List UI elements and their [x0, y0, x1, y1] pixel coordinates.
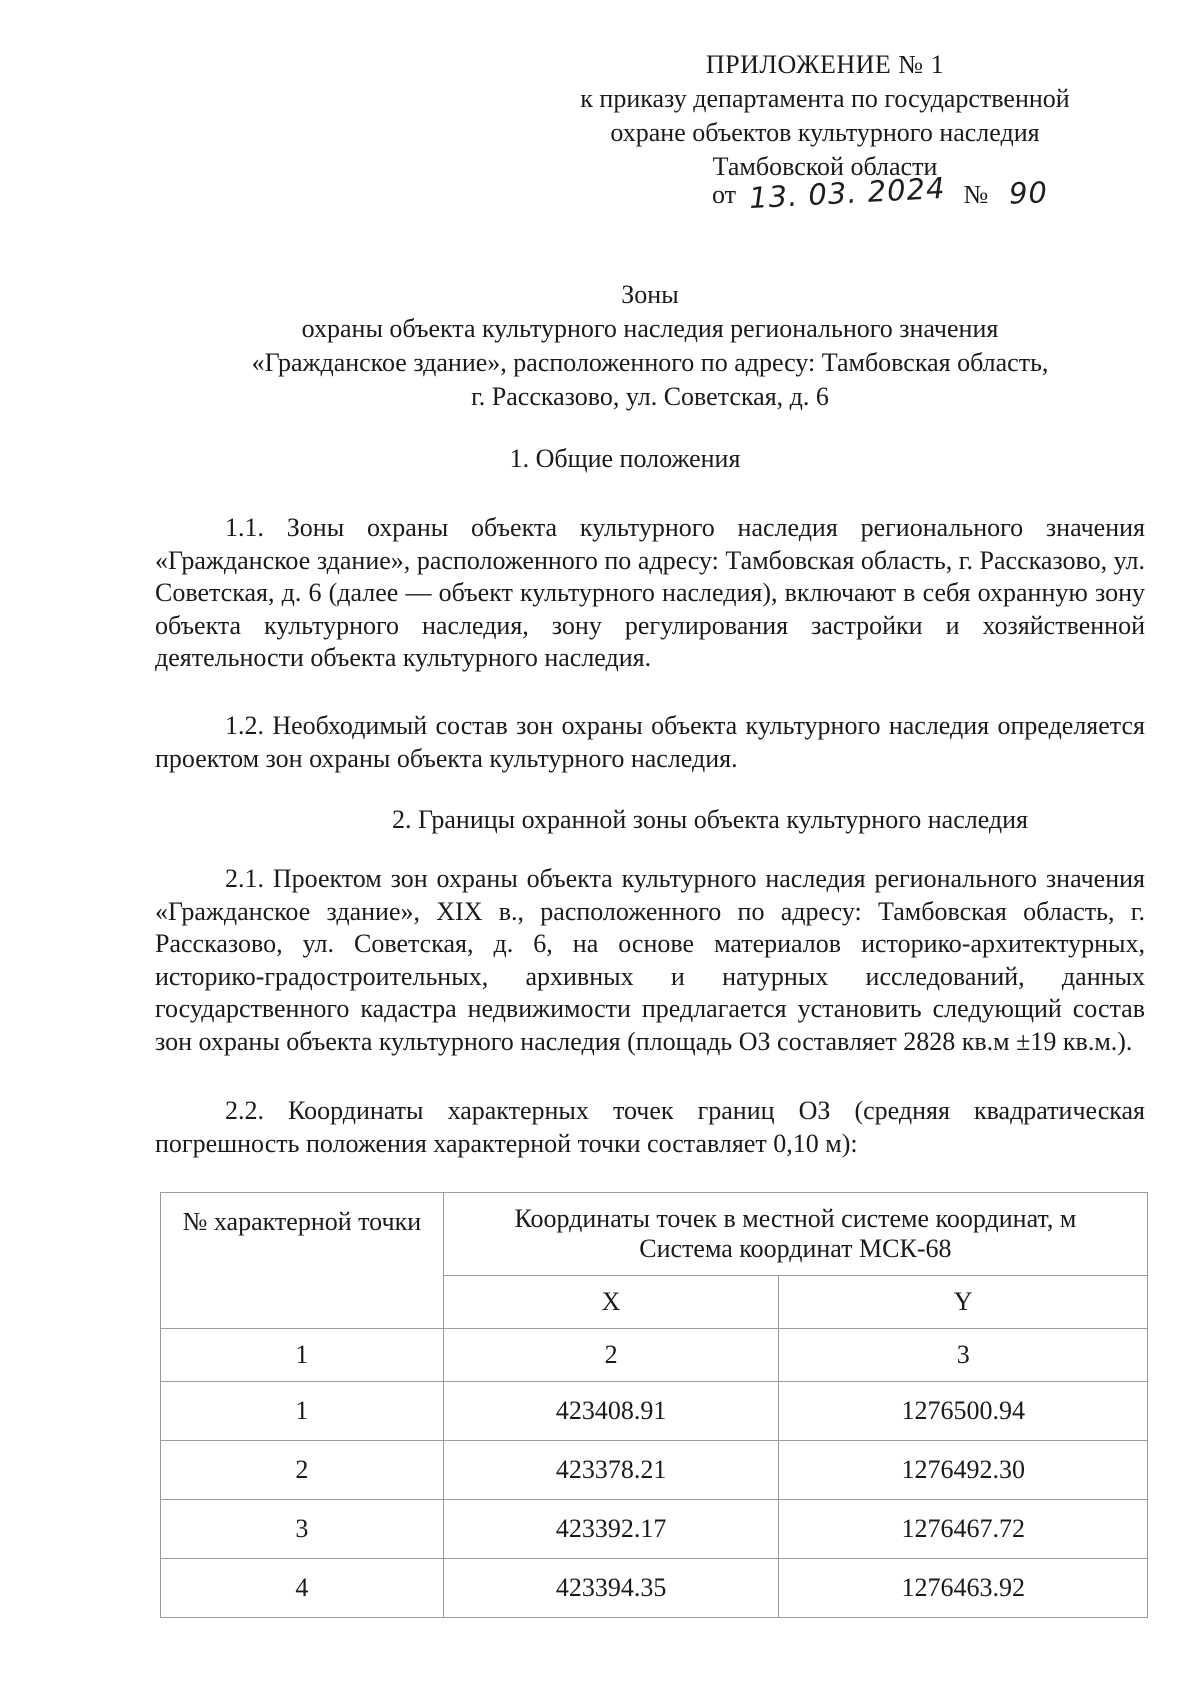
order-line: к приказу департамента по государственной [580, 84, 1070, 113]
point-number: 4 [161, 1559, 444, 1618]
column-number: 3 [779, 1329, 1148, 1382]
x-value: 423392.17 [443, 1500, 779, 1559]
point-number: 1 [161, 1382, 444, 1441]
paragraph: 2.1. Проектом зон охраны объекта культурного наследия регионального значения «Гражданское здание», XIX в., расположенного по адресу: Тамбовская область, г. Рассказово, ул. Советская, д. 6, на основе материалов историко-архитектурных, историко-градостроительных, архивных и натурных исследований, данных государственного кадастра недвижимости предлагается установить следующий состав зон охраны объекта культурного наследия (площадь ОЗ составляет 2828 кв.м ±19 кв.м.). [155, 864, 1145, 1056]
handwritten-date: 13. 03. 2024 [747, 170, 946, 216]
appendix-header [530, 48, 1120, 184]
point-number-header: № характерной точки [161, 1193, 444, 1329]
table-header-row [161, 1193, 1148, 1276]
document-title [110, 278, 1190, 414]
coordinates-header-line: Координаты точек в местной системе координат, м [514, 1204, 1077, 1233]
appendix-title: ПРИЛОЖЕНИЕ № 1 [705, 50, 945, 79]
order-line: Тамбовской области [712, 152, 938, 181]
y-value: 1276492.30 [779, 1441, 1148, 1500]
coordinates-table [160, 1192, 1148, 1618]
column-numbering-row [161, 1329, 1148, 1382]
column-number: 2 [443, 1329, 779, 1382]
date-prefix: от [712, 180, 737, 209]
point-number: 2 [161, 1441, 444, 1500]
order-line: охране объектов культурного наследия [610, 118, 1040, 147]
paragraph: 1.1. Зоны охраны объекта культурного наследия регионального значения «Гражданское здание», расположенного по адресу: Тамбовская область, г. Рассказово, ул. Советская, д. 6 (далее — объект культурного наследия), включают в себя охранную зону объекта культурного наследия, зону регулирования застройки и хозяйственной деятельности объекта культурного наследия. [155, 513, 1145, 672]
coordinates-header [443, 1193, 1147, 1276]
table-row [161, 1500, 1148, 1559]
x-value: 423408.91 [443, 1382, 779, 1441]
coordinate-system-line: Система координат МСК-68 [639, 1234, 952, 1263]
paragraph: 2.2. Координаты характерных точек границ ОЗ (средняя квадратическая погрешность положения характерной точки составляет 0,10 м): [155, 1096, 1145, 1158]
section-heading: 1. Общие положения [509, 444, 741, 473]
column-number: 1 [161, 1329, 444, 1382]
table-row [161, 1382, 1148, 1441]
paragraph: 1.2. Необходимый состав зон охраны объекта культурного наследия определяется проектом зон охраны объекта культурного наследия. [155, 711, 1145, 773]
point-number: 3 [161, 1500, 444, 1559]
title-line: охраны объекта культурного наследия регионального значения [301, 314, 999, 343]
y-header: Y [779, 1276, 1148, 1329]
table-row [161, 1559, 1148, 1618]
y-value: 1276463.92 [779, 1559, 1148, 1618]
x-value: 423394.35 [443, 1559, 779, 1618]
handwritten-number: 90 [1008, 175, 1049, 211]
table-row [161, 1441, 1148, 1500]
number-sign: № [963, 180, 989, 209]
title-line: «Гражданское здание», расположенного по адресу: Тамбовская область, [251, 348, 1049, 377]
y-value: 1276500.94 [779, 1382, 1148, 1441]
title-line: Зоны [621, 280, 679, 309]
title-line: г. Рассказово, ул. Советская, д. 6 [471, 382, 829, 411]
x-value: 423378.21 [443, 1441, 779, 1500]
section-heading: 2. Границы охранной зоны объекта культурного наследия [391, 805, 1029, 834]
y-value: 1276467.72 [779, 1500, 1148, 1559]
order-date-line [712, 170, 1049, 216]
x-header: X [443, 1276, 779, 1329]
